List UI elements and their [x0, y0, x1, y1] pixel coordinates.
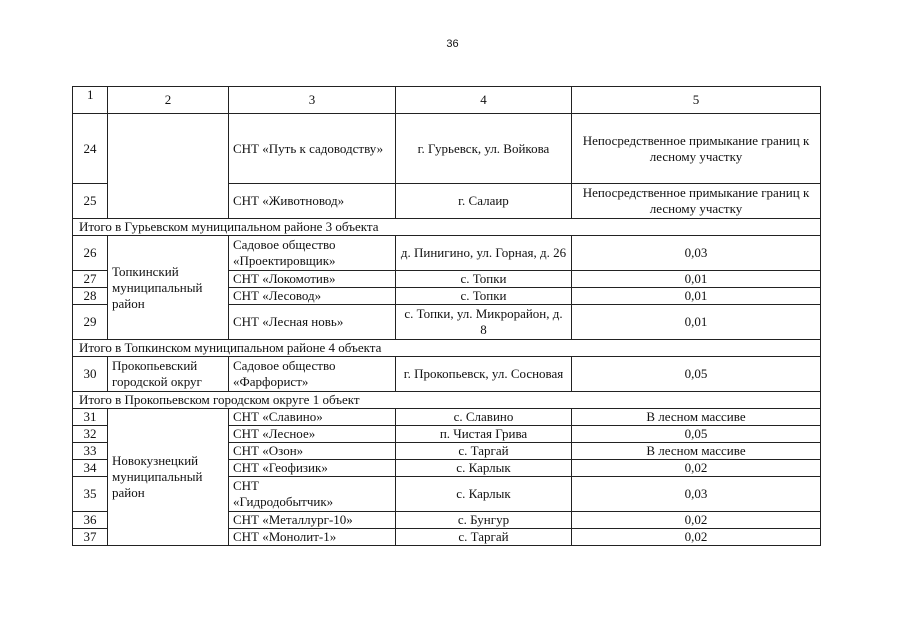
header-cell-1: 1 [73, 87, 108, 114]
object-location: с. Таргай [396, 529, 572, 546]
header-cell-5: 5 [572, 87, 821, 114]
object-name: СНТ «Животновод» [229, 184, 396, 219]
header-cell-2: 2 [108, 87, 229, 114]
total-guryevsk: Итого в Гурьевском муниципальном районе 3 объекта [73, 219, 821, 236]
object-value: 0,02 [572, 512, 821, 529]
object-location: д. Пинигино, ул. Горная, д. 26 [396, 236, 572, 271]
row-number: 36 [73, 512, 108, 529]
object-value: 0,01 [572, 271, 821, 288]
row-number: 28 [73, 288, 108, 305]
object-name: Садовое общество «Проектировщик» [229, 236, 396, 271]
row-number: 33 [73, 443, 108, 460]
row-number: 31 [73, 409, 108, 426]
object-location: с. Карлык [396, 477, 572, 512]
object-name: СНТ «Локомотив» [229, 271, 396, 288]
table-row [73, 409, 821, 426]
object-value: 0,01 [572, 288, 821, 305]
total-prokopyevsk: Итого в Прокопьевском городском округе 1 объект [73, 392, 821, 409]
total-row [73, 392, 821, 409]
table-row [73, 236, 821, 271]
object-value: 0,05 [572, 357, 821, 392]
object-value: 0,02 [572, 529, 821, 546]
district-topki: Топкинский муниципальный район [108, 236, 229, 340]
row-number: 29 [73, 305, 108, 340]
total-row [73, 219, 821, 236]
objects-table [72, 86, 821, 546]
object-location: с. Славино [396, 409, 572, 426]
row-number: 37 [73, 529, 108, 546]
object-location: с. Таргай [396, 443, 572, 460]
object-value: 0,03 [572, 477, 821, 512]
table-row [73, 114, 821, 184]
object-location: с. Топки [396, 271, 572, 288]
row-number: 25 [73, 184, 108, 219]
table-row [73, 357, 821, 392]
object-value: 0,01 [572, 305, 821, 340]
district-cell-empty [108, 114, 229, 219]
object-value: 0,05 [572, 426, 821, 443]
object-value: 0,02 [572, 460, 821, 477]
header-cell-4: 4 [396, 87, 572, 114]
total-row [73, 340, 821, 357]
object-value: В лесном массиве [572, 443, 821, 460]
object-name: СНТ «Путь к садоводству» [229, 114, 396, 184]
object-name: СНТ «Гидродобытчик» [229, 477, 396, 512]
object-value: В лесном массиве [572, 409, 821, 426]
row-number: 32 [73, 426, 108, 443]
object-location: с. Топки, ул. Микрорайон, д. 8 [396, 305, 572, 340]
object-value: Непосредственное примыкание границ к лесному участку [572, 184, 821, 219]
page-number: 36 [446, 38, 459, 50]
object-name: СНТ «Славино» [229, 409, 396, 426]
row-number: 30 [73, 357, 108, 392]
object-location: с. Бунгур [396, 512, 572, 529]
object-name: Садовое общество «Фарфорист» [229, 357, 396, 392]
row-number: 26 [73, 236, 108, 271]
object-location: п. Чистая Грива [396, 426, 572, 443]
header-cell-3: 3 [229, 87, 396, 114]
object-name: СНТ «Озон» [229, 443, 396, 460]
object-name: СНТ «Лесное» [229, 426, 396, 443]
district-novokuznetsk: Новокузнецкий муниципальный район [108, 409, 229, 546]
row-number: 35 [73, 477, 108, 512]
object-name: СНТ «Металлург-10» [229, 512, 396, 529]
object-location: г. Гурьевск, ул. Войкова [396, 114, 572, 184]
object-name: СНТ «Лесная новь» [229, 305, 396, 340]
object-location: с. Топки [396, 288, 572, 305]
row-number: 24 [73, 114, 108, 184]
header-row [73, 87, 821, 114]
district-prokopyevsk: Прокопьевский городской округ [108, 357, 229, 392]
object-location: с. Карлык [396, 460, 572, 477]
object-location: г. Салаир [396, 184, 572, 219]
row-number: 27 [73, 271, 108, 288]
row-number: 34 [73, 460, 108, 477]
object-name: СНТ «Монолит-1» [229, 529, 396, 546]
total-topki: Итого в Топкинском муниципальном районе 4 объекта [73, 340, 821, 357]
object-location: г. Прокопьевск, ул. Сосновая [396, 357, 572, 392]
object-value: 0,03 [572, 236, 821, 271]
object-value: Непосредственное примыкание границ к лесному участку [572, 114, 821, 184]
object-name: СНТ «Лесовод» [229, 288, 396, 305]
object-name: СНТ «Геофизик» [229, 460, 396, 477]
